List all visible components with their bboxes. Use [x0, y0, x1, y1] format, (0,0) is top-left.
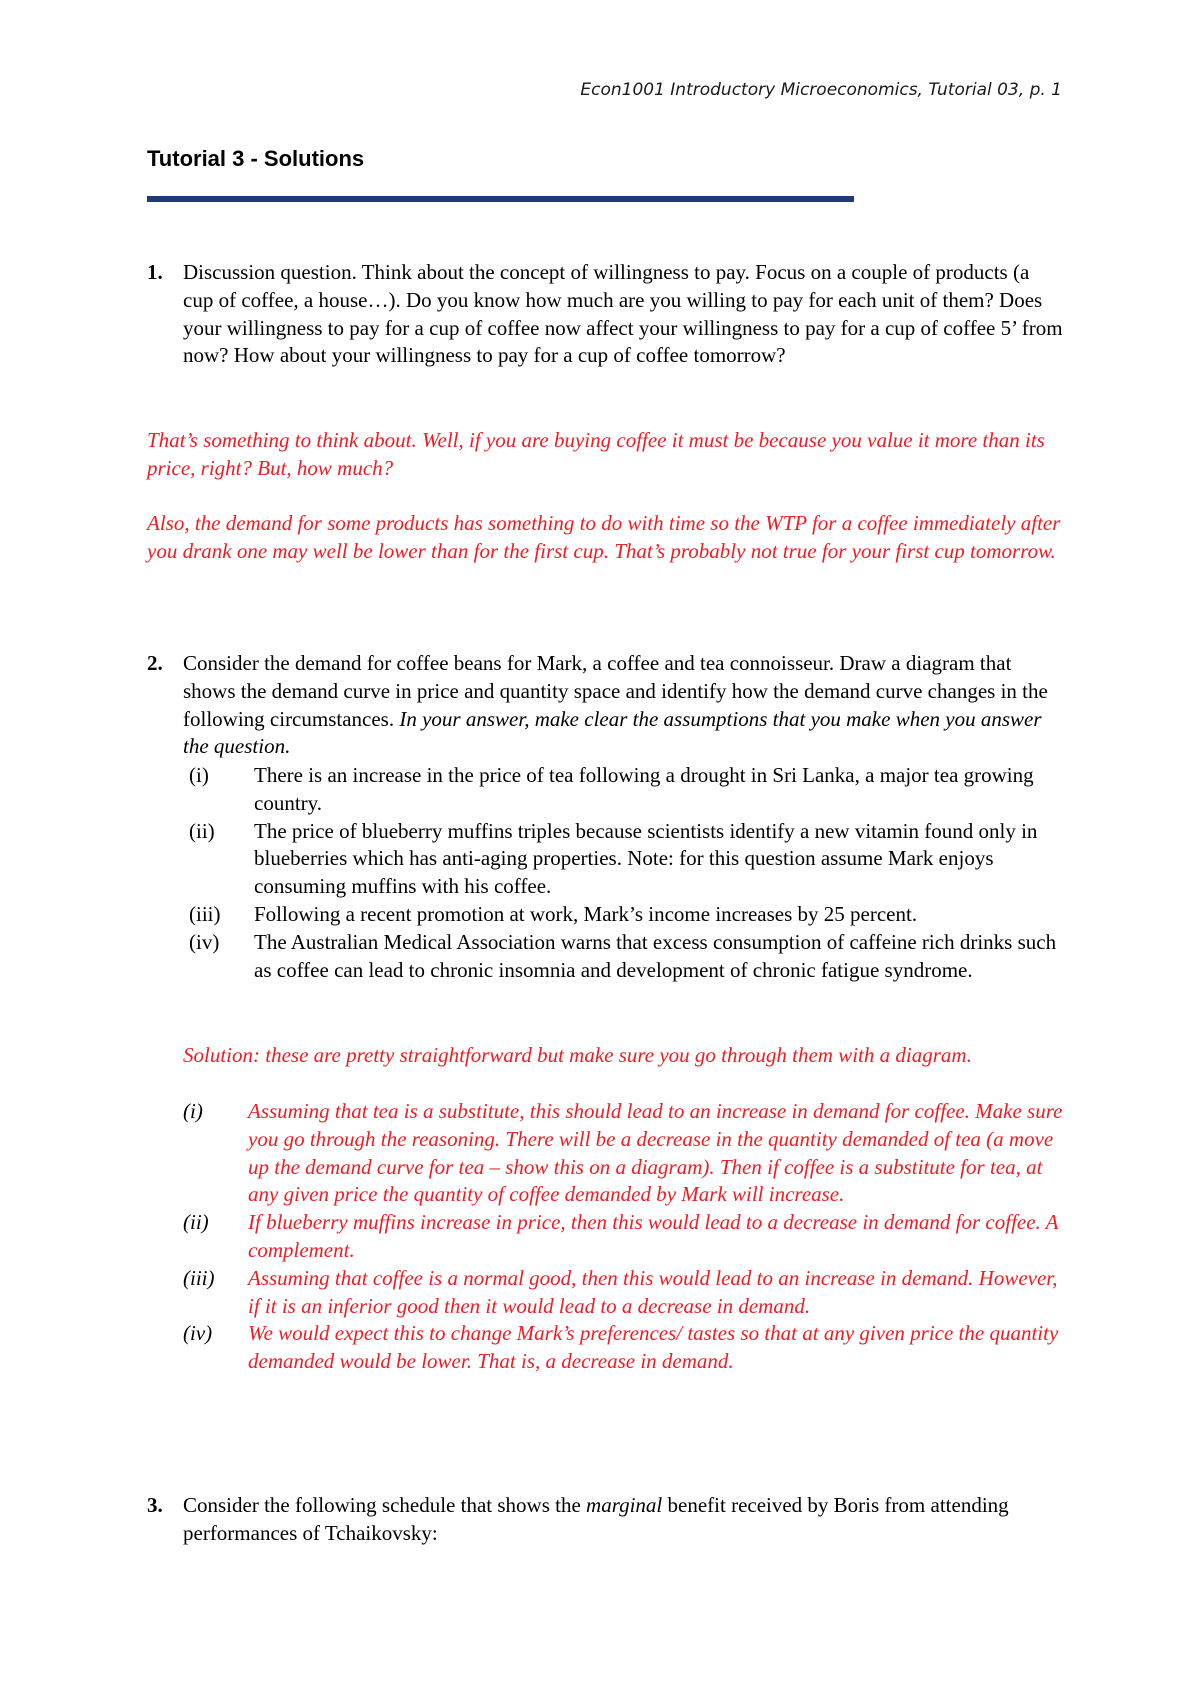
question-2-solution-intro: Solution: these are pretty straightforward but make sure you go through them with a diagram. — [183, 1043, 972, 1067]
question-3-number: 3. — [147, 1493, 163, 1517]
question-2-prompt-italic: In your answer, make clear the assumptions that you make when you answer the question. — [183, 706, 1042, 759]
title-rule — [147, 196, 854, 202]
item-text: Following a recent promotion at work, Mark’s income increases by 25 percent. — [254, 901, 918, 926]
item-text: The price of blueberry muffins triples because scientists identify a new vitamin found only in blueberries which has anti-aging properties. Note: for this question assume Mark enjoys consuming muffins with his coffee. — [254, 818, 1038, 899]
page-title: Tutorial 3 - Solutions — [147, 146, 365, 171]
item-label: (iii) — [189, 901, 221, 926]
question-2-number: 2. — [147, 651, 163, 675]
list-item — [183, 1265, 1063, 1321]
solution-label: (ii) — [183, 1210, 209, 1235]
solution-text: We would expect this to change Mark’s preferences/ tastes so that at any given price the quantity demanded would be lower. That is, a decrease in demand. — [248, 1321, 1059, 1374]
item-label: (i) — [189, 763, 209, 787]
item-label: (iv) — [189, 929, 220, 954]
question-3-text — [183, 1492, 1063, 1548]
solution-label: (iv) — [183, 1321, 213, 1346]
solution-text: Assuming that coffee is a normal good, then this would lead to an increase in demand. However, if it is an inferior good then it would lead to a decrease in demand. — [248, 1265, 1058, 1318]
list-item — [183, 1209, 1063, 1265]
question-1-text: Discussion question. Think about the concept of willingness to pay. Focus on a couple of products (a cup of coffee, a house…). Do you know how much are you willing to pay for each unit of them? Does your willingness to pay for a cup of coffee now affect your willingness to pay for a cup of coffee 5’ from now? How about your willingness to pay for a cup of coffee tomorrow? — [183, 260, 1063, 368]
question-1-answer-p1: That’s something to think about. Well, if you are buying coffee it must be because you value it more than its price, right? But, how much? — [147, 428, 1045, 480]
list-item — [189, 901, 1069, 929]
question-3-text-a: Consider the following schedule that shows the — [183, 1493, 581, 1517]
solution-text: If blueberry muffins increase in price, then this would lead to a decrease in demand for coffee. A complement. — [248, 1210, 1059, 1262]
question-3-text-italic: marginal — [586, 1493, 663, 1517]
question-1-answer-p2: Also, the demand for some products has something to do with time so the WTP for a coffee immediately after you drank one may well be lower than for the first cup. That’s probably not true for your first cup tomorrow. — [147, 511, 1061, 563]
solution-text: Assuming that tea is a substitute, this should lead to an increase in demand for coffee. Make sure you go through the reasoning. There will be a decrease in the quantity demanded of tea (a move up the demand curve for tea – show this on a diagram). Then if coffee is a substitute for tea, at any given price the quantity of coffee demanded by Mark will increase. — [248, 1099, 1063, 1207]
list-item — [189, 762, 1069, 818]
list-item — [183, 1098, 1063, 1209]
list-item — [189, 929, 1069, 985]
running-header: Econ1001 Introductory Microeconomics, Tutorial 03, p. 1 — [580, 80, 1062, 100]
question-2-prompt: Consider the demand for coffee beans for Mark, a coffee and tea connoisseur. Draw a diagram that shows the demand curve in price and quantity space and identify how the demand curve changes in the following circumstances. — [183, 651, 1048, 731]
item-label: (ii) — [189, 818, 215, 843]
list-item — [183, 1320, 1063, 1376]
item-text: The Australian Medical Association warns that excess consumption of caffeine rich drinks such as coffee can lead to chronic insomnia and development of chronic fatigue syndrome. — [254, 929, 1057, 982]
list-item — [189, 818, 1069, 901]
question-2-solutions — [183, 1098, 1063, 1376]
solution-label: (iii) — [183, 1265, 215, 1290]
solution-label: (i) — [183, 1099, 203, 1123]
question-2-items — [189, 762, 1069, 984]
question-3-text-b: benefit received by Boris from attending performances of Tchaikovsky: — [183, 1493, 1009, 1545]
question-1-number: 1. — [147, 260, 163, 284]
question-2-text — [183, 650, 1068, 761]
item-text: There is an increase in the price of tea following a drought in Sri Lanka, a major tea growing country. — [254, 763, 1034, 815]
